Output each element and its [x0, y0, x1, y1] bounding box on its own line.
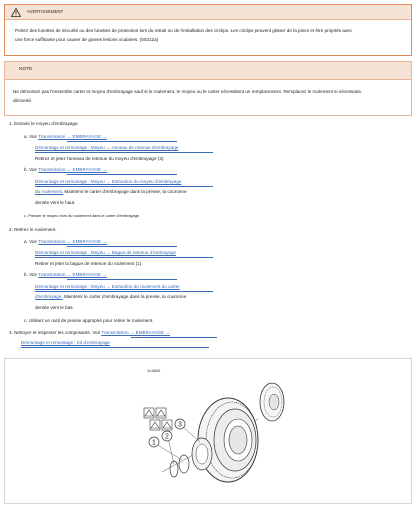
step-2a-prefix: a. Voir: [24, 239, 38, 244]
step-3-title: 3. Nettoyer et inspecter les composants. Voir: [9, 330, 101, 335]
step-2a-link-moyeu[interactable]: Démontage et remontage : Moyeu → Bague de retenue d'embrayage: [35, 250, 177, 255]
safety-icon-3: [150, 420, 160, 430]
step-2b-link-carter[interactable]: d'embrayage.: [35, 294, 63, 299]
warning-text: [5, 20, 411, 43]
step-2a-underline: [67, 246, 177, 247]
warning-triangle-icon: [11, 8, 21, 17]
step-1a-underline2: [35, 152, 213, 153]
warning-box: [4, 4, 412, 56]
step-2b-text1: Maintenir le carter d'embrayage dans la presse, la couronne: [63, 294, 187, 299]
step-1b-prefix: b. Voir: [24, 167, 38, 172]
note-text-line1: Ne démontez pas l'ensemble carter et moyeu d'embrayage sauf si le roulement, le moyeu ou le carter nécessitent un remplacement. Remplacez le roulement si nécessaire.: [13, 89, 363, 94]
note-text-line2: démonté.: [13, 97, 33, 103]
warning-header: [5, 5, 411, 20]
step-1b-underline: [67, 174, 177, 175]
note-title: NOTE: [19, 67, 33, 73]
step-2a-underline2: [35, 257, 213, 258]
note-box: [4, 61, 412, 116]
step-1c-text: c. Presser le moyeu hors du roulement dans le carter d'embrayage.: [24, 213, 141, 218]
step-2b-link-transmission[interactable]: Transmission → EMBRAYAGE →: [38, 272, 107, 277]
step-2b-text2: dentée vers le bas.: [35, 305, 74, 310]
safety-icon-2: [156, 408, 166, 418]
step-2a-link-transmission[interactable]: Transmission → EMBRAYAGE →: [38, 239, 107, 244]
safety-icon-1: [144, 408, 154, 418]
callout-1: [149, 437, 159, 447]
step-1b-text1: Maintenir le carter d'embrayage dans la presse, la couronne: [64, 189, 187, 194]
step-1a-underline: [67, 141, 177, 142]
step-2b-prefix: b. Voir: [24, 272, 38, 277]
step-1b: [24, 167, 107, 174]
step-2b-line3: [35, 294, 186, 301]
step-1b-underline2: [35, 186, 213, 187]
svg-text:3: 3: [178, 421, 182, 429]
callout-3: [175, 419, 185, 429]
step-3-link-kit[interactable]: Démontage et remontage : Kit d'embrayage: [21, 340, 110, 345]
step-1a-link2-line: [35, 145, 178, 152]
step-2b: [24, 272, 107, 279]
callout-2: [162, 431, 172, 441]
step-2a-link2-line: [35, 250, 176, 257]
step-3: [9, 330, 170, 337]
step-1a-text: Retirez et jetez l'anneau de retenue du moyeu d'embrayage (2).: [35, 156, 165, 161]
step-2-title: 2. Retirez le roulement.: [9, 227, 57, 232]
clutch-hub: [260, 383, 284, 421]
warning-title: AVERTISSEMENT: [27, 8, 64, 14]
figure-code: 1148801: [147, 369, 161, 373]
svg-text:2: 2: [165, 433, 169, 441]
warning-text-line2: une force suffisante pour causer de graves lésions oculaires. (00312a): [15, 36, 159, 42]
step-2b-underline: [67, 279, 177, 280]
safety-icon-4: [162, 420, 172, 430]
step-1a: [24, 134, 107, 141]
step-1b-link2-line: [35, 179, 181, 186]
step-2c-text: c. Utilisez un outil de presse approprié pour retirer le roulement.: [24, 318, 154, 323]
step-2b-underline2: [35, 291, 213, 292]
step-3-link-transmission[interactable]: Transmission → EMBRAYAGE →: [101, 330, 170, 335]
step-2b-link2-line: [35, 284, 180, 291]
step-1b-link-transmission[interactable]: Transmission → EMBRAYAGE →: [38, 167, 107, 172]
step-1b-link-moyeu[interactable]: Démontage et remontage : Moyeu → Extraction du moyeu d'embrayage: [35, 179, 182, 184]
warning-text-line1: Portez des lunettes de sécurité ou des lunettes de protection lors du retrait ou de l'installation des circlips. Les circlips peuvent glisser de la pince et être projetés avec: [15, 28, 352, 33]
note-text: [5, 80, 411, 104]
clutch-hub-diagram: [140, 374, 290, 502]
retaining-ring-1: [179, 455, 189, 473]
bearing: [192, 438, 212, 470]
step-3-underline2: [21, 347, 209, 348]
step-3-underline: [131, 337, 217, 338]
step-1b-text2: dentée vers le haut.: [35, 200, 76, 205]
svg-text:1: 1: [152, 439, 156, 447]
step-3-link2-line: [21, 340, 110, 347]
note-header: [5, 62, 411, 80]
step-1a-link-moyeu[interactable]: Démontage et remontage : Moyeu → Anneau de retenue d'embrayage: [35, 145, 179, 150]
step-2a: [24, 239, 107, 246]
step-2b-link-moyeu[interactable]: Démontage et remontage : Moyeu → Extraction du roulement du carter: [35, 284, 180, 289]
step-1a-prefix: a. Voir: [24, 134, 38, 139]
step-1a-link-transmission[interactable]: Transmission → EMBRAYAGE →: [38, 134, 107, 139]
step-1-title: 1. Extraire le moyeu d'embrayage.: [9, 121, 79, 126]
step-1b-link-roulement[interactable]: du roulement.: [35, 189, 64, 194]
step-1b-line3: [35, 189, 187, 196]
step-2a-text: Retirer et jeter la bague de retenue du roulement (1).: [35, 261, 143, 266]
